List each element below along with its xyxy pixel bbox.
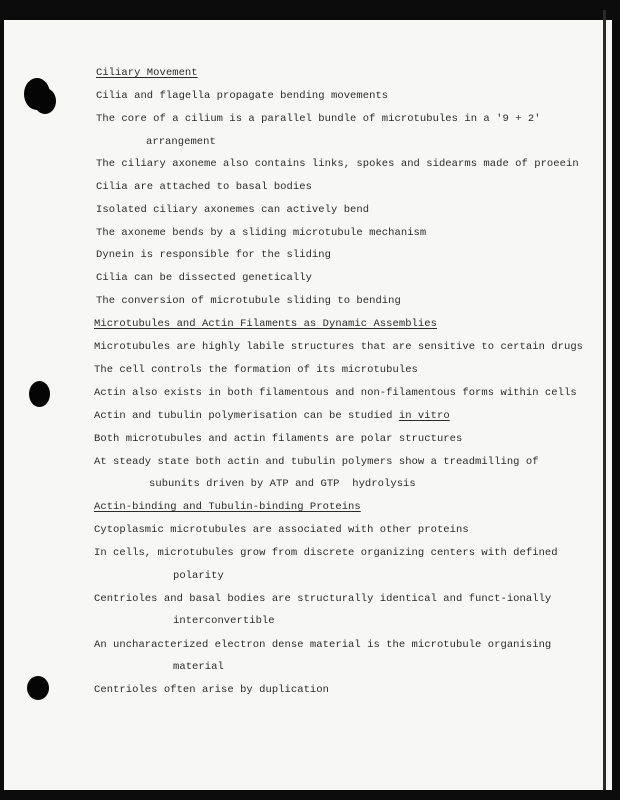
list-item: Cilia and flagella propagate bending movements [96, 90, 389, 102]
list-item: Dynein is responsible for the sliding [96, 249, 331, 261]
list-item: An uncharacterized electron dense material is the microtubule organising [94, 639, 552, 651]
list-item-continuation: arrangement [146, 136, 216, 148]
punch-hole-bottom [27, 676, 49, 700]
list-item: In cells, microtubules grow from discrete organizing centers with defined [94, 547, 558, 559]
list-item: The ciliary axoneme also contains links, spokes and sidearms made of proeein [96, 158, 579, 170]
list-item-continuation: subunits driven by ATP and GTP hydrolysis [149, 478, 416, 490]
list-item: The cell controls the formation of its microtubules [94, 364, 418, 376]
section-heading-binding-proteins: Actin-binding and Tubulin-binding Proteins [94, 501, 361, 513]
page-edge [603, 10, 606, 790]
list-item: Both microtubules and actin filaments are polar structures [94, 433, 463, 445]
paper-page [4, 20, 612, 790]
list-item: Centrioles often arise by duplication [94, 684, 329, 696]
list-item-continuation: material [173, 661, 224, 673]
punch-hole-top-shadow [34, 88, 56, 114]
list-item: The conversion of microtubule sliding to bending [96, 295, 401, 307]
list-item: Microtubules are highly labile structures that are sensitive to certain drugs [94, 341, 584, 353]
in-vitro-emphasis: in vitro [398, 410, 450, 422]
list-item-continuation: interconvertible [173, 615, 275, 627]
section-heading-dynamic-assemblies: Microtubules and Actin Filaments as Dynamic Assemblies [94, 318, 437, 330]
section-heading-ciliary-movement: Ciliary Movement [96, 67, 198, 79]
list-item-continuation: polarity [173, 570, 224, 582]
list-item: Cilia are attached to basal bodies [96, 181, 312, 193]
list-item: The core of a cilium is a parallel bundle of microtubules in a '9 + 2' [96, 113, 541, 125]
list-item: The axoneme bends by a sliding microtubule mechanism [96, 227, 427, 239]
list-item: Isolated ciliary axonemes can actively bend [96, 204, 370, 216]
list-item: Centrioles and basal bodies are structurally identical and funct-ionally [94, 593, 552, 605]
punch-hole-middle [29, 381, 50, 407]
list-item: At steady state both actin and tubulin polymers show a treadmilling of [94, 456, 539, 468]
list-item-text: Actin and tubulin polymerisation can be studied [94, 410, 399, 422]
list-item: Cilia can be dissected genetically [96, 272, 312, 284]
list-item: Cytoplasmic microtubules are associated with other proteins [94, 524, 469, 536]
list-item [94, 409, 450, 423]
list-item: Actin also exists in both filamentous and non-filamentous forms within cells [94, 387, 577, 399]
